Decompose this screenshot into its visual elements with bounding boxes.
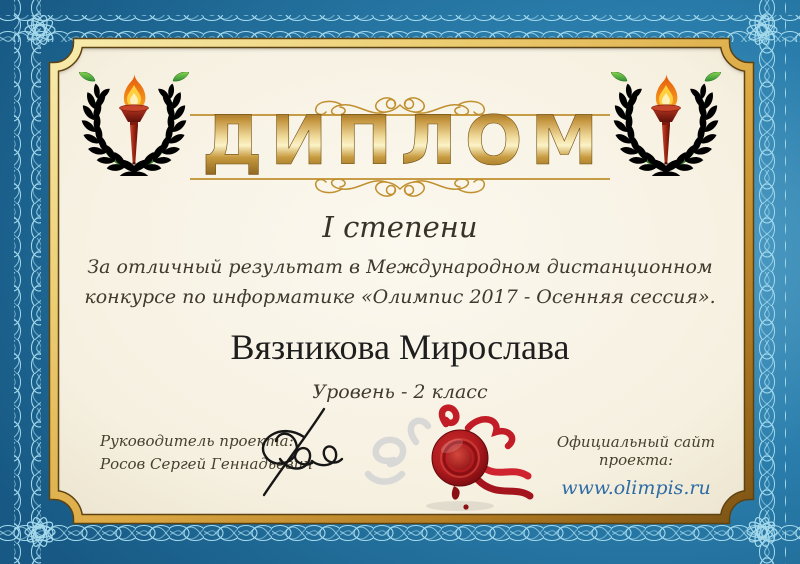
signature-icon (246, 403, 358, 503)
wax-seal-icon (350, 402, 534, 514)
official-site-link[interactable]: www.olimpis.ru (561, 477, 711, 499)
wax-disc (432, 430, 488, 510)
official-site-label: Официальный сайт проекта: (556, 433, 716, 469)
project-leader-label: Руководитель проекта: (100, 432, 294, 450)
recipient-name: Вязникова Мирослава (230, 327, 570, 367)
gray-ribbon (368, 421, 428, 482)
award-description-line1: За отличный результат в Международном дистанционном (87, 256, 713, 278)
award-description (80, 252, 720, 312)
project-leader-name: Росов Сергей Геннадьевич (100, 455, 313, 473)
level-text: Уровень - 2 класс (312, 381, 488, 403)
official-site-block (538, 433, 734, 499)
certificate-title-block (150, 107, 650, 177)
flourish-divider-bottom-icon (190, 175, 610, 199)
degree-text: I степени (322, 210, 478, 244)
certificate-title: ДИПЛОМ (201, 107, 607, 177)
award-description-line2: конкурсе по информатике «Олимпис 2017 - Осенняя сессия». (84, 286, 716, 308)
